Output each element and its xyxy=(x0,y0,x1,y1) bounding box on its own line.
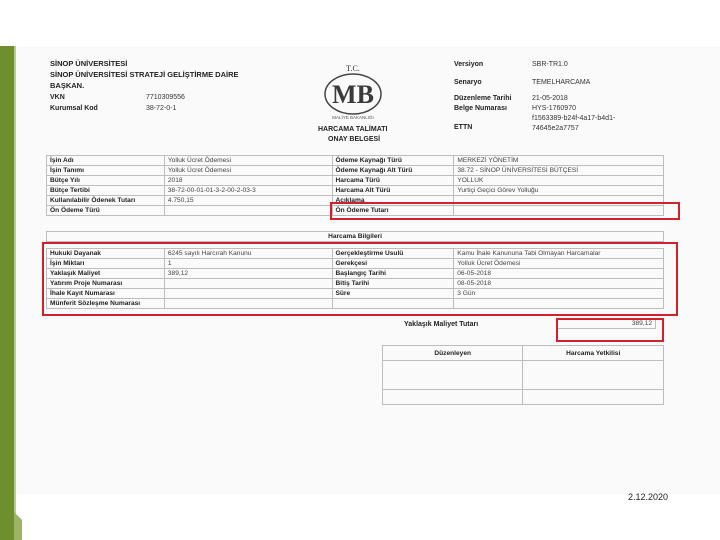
butce-yili-label: Bütçe Yılı xyxy=(47,176,165,186)
bitis-tarihi-label: Bitiş Tarihi xyxy=(332,279,454,289)
slide-footer xyxy=(16,494,720,540)
versiyon-value: SBR-TR1.0 xyxy=(532,61,568,68)
harcama-yetkilisi-name-cell xyxy=(523,390,664,405)
harcama-alt-turu-value: Yurtiçi Geçici Görev Yolluğu xyxy=(454,186,664,196)
harcama-turu-label: Harcama Türü xyxy=(332,176,454,186)
hukuki-dayanak-value: 6245 sayılı Harcırah Kanunu xyxy=(164,249,332,259)
slide-left-accent-bar xyxy=(0,46,14,540)
ettn-label: ETTN xyxy=(454,124,473,131)
duzenleme-tarihi-label: Düzenleme Tarihi xyxy=(454,95,512,102)
is-tanimi-value: Yolluk Ücret Ödemesi xyxy=(164,166,332,176)
duzenleme-tarihi-value: 21-05-2018 xyxy=(532,95,568,102)
on-odeme-turu-label: Ön Ödeme Türü xyxy=(47,206,165,216)
sure-label: Süre xyxy=(332,289,454,299)
table-row xyxy=(47,156,664,166)
vkn-value: 7710309556 xyxy=(146,94,185,101)
harcama-alt-turu-label: Harcama Alt Türü xyxy=(332,186,454,196)
yatirim-proje-no-label: Yatırım Proje Numarası xyxy=(47,279,165,289)
gerekcesi-value: Yolluk Ücret Ödemesi xyxy=(454,259,664,269)
butce-yili-value: 2018 xyxy=(164,176,332,186)
aciklama-highlight-box xyxy=(330,202,680,220)
kurumsal-kod-label: Kurumsal Kod xyxy=(50,105,98,112)
gerekcesi-label: Gerekçesi xyxy=(332,259,454,269)
gerceklestirme-usulu-label: Gerçekleştirme Usulü xyxy=(332,249,454,259)
duzenleyen-name-cell xyxy=(383,390,523,405)
odeme-kaynagi-alt-turu-value: 38.72 - SİNOP ÜNİVERSİTESİ BÜTÇESİ xyxy=(454,166,664,176)
doc-subtitle: ONAY BELGESİ xyxy=(328,136,381,143)
slide-top-margin xyxy=(0,0,720,46)
munferit-sozlesme-label: Münferit Sözleşme Numarası xyxy=(47,299,165,309)
yaklasik-maliyet-label: Yaklaşık Maliyet xyxy=(47,269,165,279)
kurumsal-kod-value: 38-72-0-1 xyxy=(146,105,177,112)
table-row xyxy=(47,186,664,196)
harcama-turu-value: YOLLUK xyxy=(454,176,664,186)
isin-miktari-value: 1 xyxy=(164,259,332,269)
table-row xyxy=(47,166,664,176)
sure-value: 3 Gün xyxy=(454,289,664,299)
ministry-logo xyxy=(316,62,390,122)
vkn-label: VKN xyxy=(50,94,65,101)
bitis-tarihi-value: 08-05-2018 xyxy=(454,279,664,289)
senaryo-value: TEMELHARCAMA xyxy=(532,79,591,86)
hukuki-dayanak-label: Hukuki Dayanak xyxy=(47,249,165,259)
slide-date: 2.12.2020 xyxy=(627,492,668,502)
harcama-bilgileri-highlight-box xyxy=(42,242,678,316)
duzenleyen-header: Düzenleyen xyxy=(383,346,523,361)
logo-top-text: T.C. xyxy=(346,64,360,73)
senaryo-label: Senaryo xyxy=(454,79,482,86)
butce-tertibi-label: Bütçe Tertibi xyxy=(47,186,165,196)
odeme-kaynagi-turu-value: MERKEZİ YÖNETİM xyxy=(454,156,664,166)
odeme-kaynagi-alt-turu-label: Ödeme Kaynağı Alt Türü xyxy=(332,166,454,176)
harcama-yetkilisi-header: Harcama Yetkilisi xyxy=(523,346,664,361)
yaklasik-maliyet-value: 389,12 xyxy=(164,269,332,279)
slide-corner-chevron xyxy=(0,494,24,540)
signature-table xyxy=(382,345,664,405)
is-adi-value: Yolluk Ücret Ödemesi xyxy=(164,156,332,166)
versiyon-label: Versiyon xyxy=(454,61,484,68)
belge-numarasi-label: Belge Numarası xyxy=(454,105,507,112)
kullanilabilir-odenek-label: Kullanılabilir Ödenek Tutarı xyxy=(47,196,165,206)
ihale-kayit-no-label: İhale Kayıt Numarası xyxy=(47,289,165,299)
kullanilabilir-odenek-value: 4.750,15 xyxy=(164,196,332,206)
yaklasik-maliyet-tutari-value: 389,12 xyxy=(557,319,656,329)
org-name-line-1: SİNOP ÜNİVERSİTESİ xyxy=(50,59,128,68)
odeme-kaynagi-turu-label: Ödeme Kaynağı Türü xyxy=(332,156,454,166)
harcama-bilgileri-header: Harcama Bilgileri xyxy=(47,232,664,242)
baslangic-tarihi-label: Başlangıç Tarihi xyxy=(332,269,454,279)
table-row xyxy=(47,176,664,186)
is-adi-label: İşin Adı xyxy=(47,156,165,166)
is-tanimi-label: İşin Tanımı xyxy=(47,166,165,176)
org-name-line-2: SİNOP ÜNİVERSİTESİ STRATEJİ GELİŞTİRME DAİRE xyxy=(50,70,239,79)
on-odeme-turu-value xyxy=(164,206,332,216)
harcama-header-table xyxy=(46,231,664,242)
maliyet-tutari-highlight-box xyxy=(556,318,664,342)
doc-title: HARCAMA TALİMATI xyxy=(318,126,388,133)
belge-numarasi-value: HYS-1760970 xyxy=(532,105,576,112)
butce-tertibi-value: 38-72-00-01-01-3-2-00-2-03-3 xyxy=(164,186,332,196)
aciklama-label: Açıklama xyxy=(332,196,454,206)
isin-miktari-label: İşin Miktarı xyxy=(47,259,165,269)
baslangic-tarihi-value: 06-05-2018 xyxy=(454,269,664,279)
logo-bottom-text: MALİYE BAKANLIĞI xyxy=(332,115,374,120)
gerceklestirme-usulu-value: Kamu İhale Kanununa Tabi Olmayan Harcamalar xyxy=(454,249,664,259)
org-name-line-3: BAŞKAN. xyxy=(50,81,85,90)
harcama-yetkilisi-signature-cell xyxy=(523,361,664,390)
logo-letters: MB xyxy=(332,80,374,109)
duzenleyen-signature-cell xyxy=(383,361,523,390)
on-odeme-tutari-label: Ön Ödeme Tutarı xyxy=(332,206,454,216)
ettn-value: f1563389-b24f-4a17-b4d1-74645e2a7757 xyxy=(532,115,616,132)
yaklasik-maliyet-tutari-label: Yaklaşık Maliyet Tutarı xyxy=(404,321,479,328)
